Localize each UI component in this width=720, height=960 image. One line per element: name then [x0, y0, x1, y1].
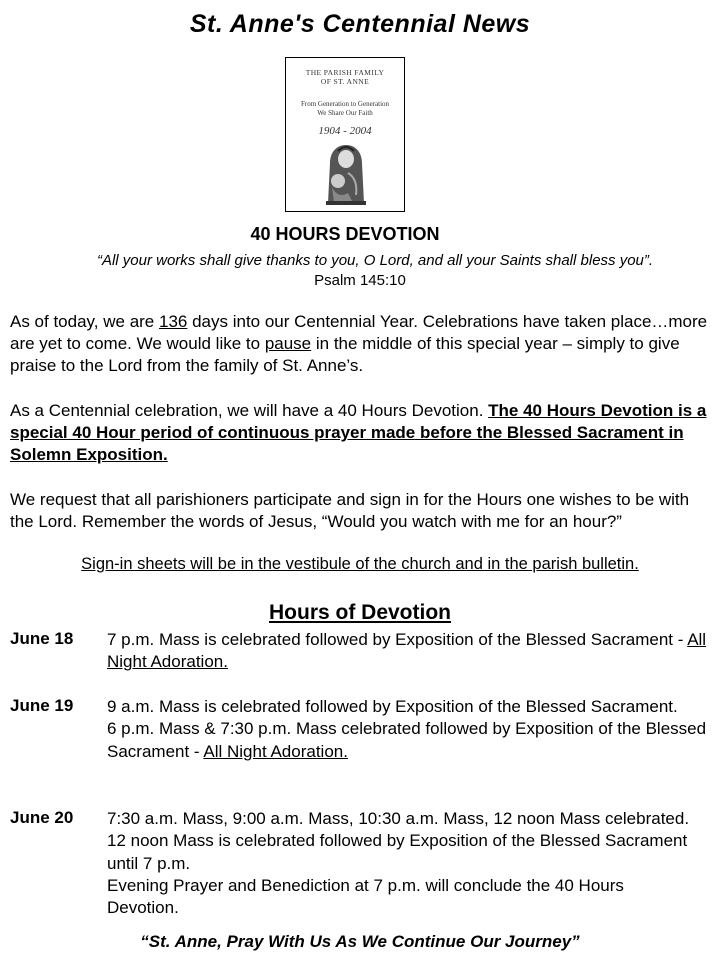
devotion-definition: The 40 Hours Devotion is a special 40 Hour period of continuous prayer made before the Blessed Sacrament in Solemn Exposition. [10, 401, 707, 464]
schedule-date-june-19: June 19 [10, 696, 74, 715]
intro-text-c: in the middle of this special year – simply to give praise to the Lord from the family of St. Anne’s. [10, 334, 680, 375]
centennial-book-cover [285, 57, 405, 212]
signin-notice: Sign-in sheets will be in the vestibule of the church and in the parish bulletin. [81, 555, 639, 573]
schedule-text: 9 a.m. Mass is celebrated followed by Exposition of the Blessed Sacrament. [107, 697, 678, 716]
paragraph-request: We request that all parishioners participate and sign in for the Hours one wishes to be with the Lord. Remember the words of Jesus, “Would you watch with me for an hour?” [10, 490, 690, 531]
psalm-quote: “All your works shall give thanks to you, O Lord, and all your Saints shall bless you”. [96, 252, 654, 269]
intro-text-a: As of today, we are [10, 312, 159, 331]
cover-subtitle [286, 100, 404, 118]
intro-text-b: days into our Centennial Year. Celebrations have taken place…more are yet to come. We would like to [10, 312, 708, 353]
schedule-text: 7 p.m. Mass is celebrated followed by Exposition of the Blessed Sacrament - [107, 630, 688, 649]
cover-subtitle-line2: We Share Our Faith [317, 109, 373, 117]
pause-word: pause [264, 334, 312, 353]
schedule-entry-june-20 [107, 808, 710, 919]
schedule-date-june-18: June 18 [10, 629, 74, 648]
schedule-date-june-20: June 20 [10, 808, 74, 827]
psalm-reference: Psalm 145:10 [314, 272, 406, 289]
celebration-text: As a Centennial celebration, we will have a 40 Hours Devotion. [10, 401, 489, 420]
masthead-title: St. Anne's Centennial News [189, 10, 531, 38]
schedule-text-2-body: 6 p.m. Mass & 7:30 p.m. Mass celebrated followed by Exposition of the Blessed Sacrament - [107, 719, 707, 761]
schedule-entry-june-19 [107, 696, 710, 763]
section-heading: 40 HOURS DEVOTION [250, 224, 440, 244]
schedule-text-2: Evening Prayer and Benediction at 7 p.m. will conclude the 40 Hours Devotion. [107, 875, 624, 918]
all-night-adoration: All Night Adoration. [203, 741, 348, 761]
schedule-text: 7:30 a.m. Mass, 9:00 a.m. Mass, 10:30 a.m. Mass, 12 noon Mass celebrated. 12 noon Mass is celebrated followed by Exposition of the Blessed Sacrament until 7 p.m. [107, 809, 690, 873]
schedule-text-2 [107, 718, 710, 763]
cover-years: 1904 - 2004 [318, 125, 372, 137]
paragraph-intro [10, 311, 710, 377]
cover-subtitle-line1: From Generation to Generation [300, 100, 390, 108]
madonna-and-child-icon [318, 143, 374, 207]
hours-title: Hours of Devotion [269, 601, 451, 624]
paragraph-celebration [10, 400, 710, 466]
days-count: 136 [158, 312, 188, 331]
cover-title-line1: THE PARISH FAMILY [305, 68, 385, 77]
cover-title-line2: OF ST. ANNE [320, 77, 370, 86]
closing-prayer: “St. Anne, Pray With Us As We Continue Our Journey” [140, 932, 580, 951]
all-night-adoration: All Night Adoration. [107, 630, 707, 672]
schedule-entry-june-18 [107, 629, 710, 674]
cover-title [286, 68, 404, 86]
